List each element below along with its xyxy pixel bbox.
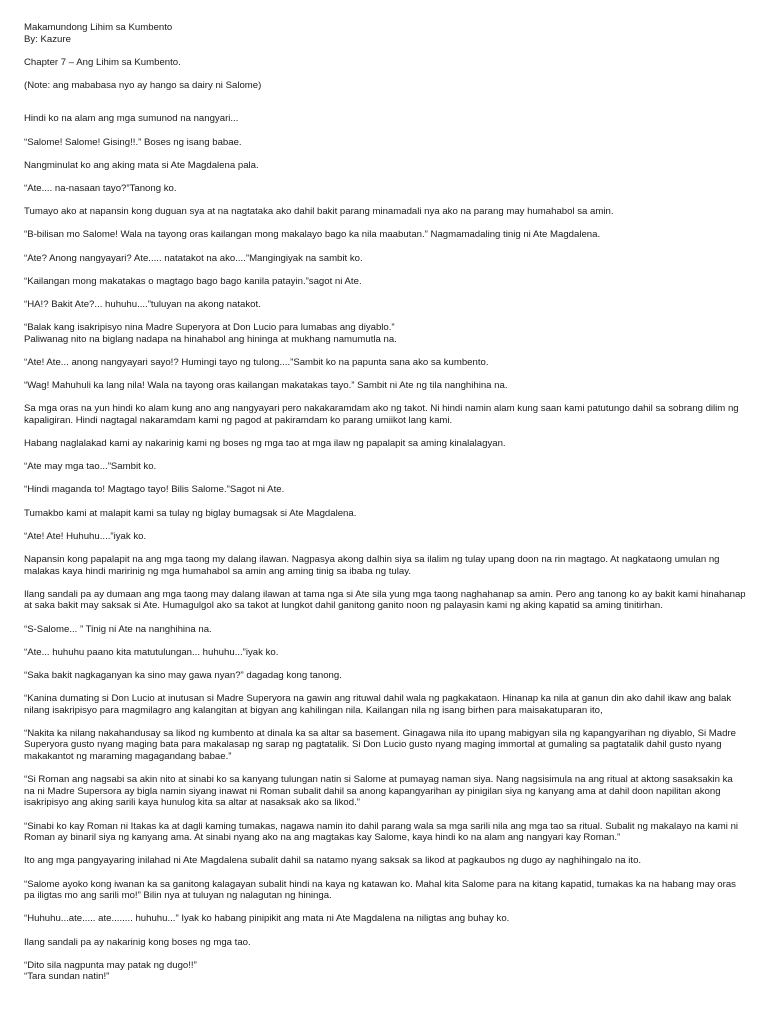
- paragraph: “Ate! Ate! Huhuhu....”iyak ko.: [24, 530, 147, 542]
- paragraph: “Kanina dumating si Don Lucio at inutusan si Madre Superyora na gawin ang rituwal dahil wala ng pagkakataon. Hinanap ka nila at ganun din ako dahil ikaw ang balak nilang isakripisyo para magmilagro ang kalangitan at bigyan ang kahilingan nila. Kailangan nila ng isang birhen para maisakatuparan ito,: [24, 693, 732, 716]
- paragraph: “S-Salome... ” Tinig ni Ate na nanghihina na.: [24, 623, 212, 635]
- author-note: (Note: ang mababasa nyo ay hango sa dairy ni Salome): [24, 79, 262, 91]
- paragraph: “Ate... huhuhu paano kita matutulungan... huhuhu...”iyak ko.: [24, 646, 279, 658]
- paragraph: Ilang sandali pa ay nakarinig kong boses ng mga tao.: [24, 936, 251, 948]
- paragraph: “Wag! Mahuhuli ka lang nila! Wala na tayong oras kailangan makatakas tayo.” Sambit ni Ate ng tila nanghihina na.: [24, 380, 508, 392]
- paragraph: “Kailangan mong makatakas o magtago bago bago kanila patayin.”sagot ni Ate.: [24, 275, 362, 287]
- paragraph: Tumayo ako at napansin kong duguan sya at na nagtataka ako dahil bakit parang minamadali nya ako na parang may humahabol sa amin.: [24, 206, 614, 218]
- paragraph: “Balak kang isakripisyo nina Madre Superyora at Don Lucio para lumabas ang diyablo.” Paliwanag nito na biglang nadapa na hinahabol ang hininga at mukhang namumutla na.: [24, 322, 397, 345]
- paragraph: Napansin kong papalapit na ang mga taong my dalang ilawan. Nagpasya akong dalhin siya sa ilalim ng tulay upang doon na rin magtago. At nagkataong umulan ng malakas kaya hindi maririnig ng mga humahabol sa amin ang aming tinig sa ibaba ng tulay.: [24, 553, 720, 577]
- document-header: [24, 22, 746, 45]
- paragraph: “Ate may mga tao...”Sambit ko.: [24, 461, 157, 473]
- paragraph: Sa mga oras na yun hindi ko alam kung ano ang nangyayari pero nakakaramdam ako ng takot. Ni hindi namin alam kung saan kami patutungo dahil sa sobrang dilim ng kapaligiran. Hindi nagtagal nakaramdam kami ng pagod at pakiramdam ko parang umiikot lang kami.: [24, 403, 739, 426]
- paragraph: “Huhuhu...ate..... ate........ huhuhu...” Iyak ko habang pinipikit ang mata ni Ate Magdalena na niligtas ang buhay ko.: [24, 913, 510, 925]
- paragraph: Ito ang mga pangyayaring inilahad ni Ate Magdalena subalit dahil sa natamo nyang saksak sa likod at pagkaubos ng dugo ay naghihingalo na ito.: [24, 855, 642, 867]
- paragraph: “Ate.... na-nasaan tayo?”Tanong ko.: [24, 182, 177, 194]
- paragraph: Hindi ko na alam ang mga sumunod na nangyari...: [24, 113, 239, 125]
- document-body: [24, 113, 746, 983]
- paragraph: “B-bilisan mo Salome! Wala na tayong oras kailangan mong makalayo bago ka nila maabutan.” Nagmamadaling tinig ni Ate Magdalena.: [24, 229, 601, 241]
- paragraph: “Nakita ka nilang nakahandusay sa likod ng kumbento at dinala ka sa altar sa basement. Ginagawa nila ito upang mabigyan sila ng kapangyarihan ng diyablo, Si Madre Superyora gusto nyang maging bata para makalasap ng sarap ng pagtatalik. Si Don Lucio gusto nyang maging immortal at gumaling sa pagtatalik dahil gusto nyang makakantot ng maraming magagandang babae.”: [24, 727, 736, 763]
- paragraph: Habang naglalakad kami ay nakarinig kami ng boses ng mga tao at mga ilaw ng papalapit sa aming kinalalagyan.: [24, 438, 506, 449]
- paragraph: “HA!? Bakit Ate?... huhuhu....”tuluyan na akong natakot.: [24, 298, 261, 310]
- paragraph: “Ate? Anong nangyayari? Ate..... natatakot na ako....”Mangingiyak na sambit ko.: [24, 252, 363, 264]
- document-author: By: Kazure: [24, 33, 71, 45]
- paragraph: Tumakbo kami at malapit kami sa tulay ng biglay bumagsak si Ate Magdalena.: [24, 507, 357, 519]
- paragraph: “Salome ayoko kong iwanan ka sa ganitong kalagayan subalit hindi na kaya ng katawan ko. Mahal kita Salome para na kitang kapatid, tumakas ka na habang may oras pa iligtas mo ang sarili mo!” Bilin nya at tuluyan ng nalagutan ng hininga.: [24, 878, 736, 902]
- document-title: Makamundong Lihim sa Kumbento: [24, 22, 173, 33]
- paragraph: Nangminulat ko ang aking mata si Ate Magdalena pala.: [24, 159, 259, 171]
- document-page: [24, 22, 746, 995]
- paragraph: “Dito sila nagpunta may patak ng dugo!!” “Tara sundan natin!”: [24, 959, 197, 983]
- paragraph: “Sinabi ko kay Roman ni Itakas ka at dagli kaming tumakas, nagawa namin ito dahil parang wala sa mga sarili nila ang mga tao sa ritual. Subalit ng makalayo na kami ni Roman ay binaril siya ng kanyang ama. At sinabi nyang ako na ang magtakas kay Salome, kaya hindi ko na alam ang nangyari kay Roman.”: [24, 820, 739, 844]
- paragraph: Ilang sandali pa ay dumaan ang mga taong may dalang ilawan at tama nga si Ate sila yung mga taong naghahanap sa amin. Pero ang tanong ko ay bakit kami hinahanap at saka bakit may saksak si Ate. Humagulgol ako sa takot at lungkot dahil ganitong ganito noon ng palayasin kami ng aking kapatid sa aming tinitirhan.: [24, 588, 746, 612]
- paragraph: “Si Roman ang nagsabi sa akin nito at sinabi ko sa kanyang tulungan natin si Salome at pumayag naman siya. Nang nagsisimula na ang ritual at aktong sasaksakin ka na ni Madre Supersora ay bigla namin siyang inawat ni Roman subalit dahil sa anong kapangyarihan ay pinigilan siya ng kanyang ama at dahil doon napilitan akong isakripisyo ang aking sarili kaya hunulog kita sa altar at nasaksak ako sa likod.”: [24, 774, 733, 809]
- chapter-heading: Chapter 7 – Ang Lihim sa Kumbento.: [24, 57, 181, 69]
- paragraph: “Salome! Salome! Gising!!.” Boses ng isang babae.: [24, 136, 242, 148]
- paragraph: “Saka bakit nagkaganyan ka sino may gawa nyan?” dagadag kong tanong.: [24, 669, 342, 681]
- paragraph: “Ate! Ate... anong nangyayari sayo!? Humingi tayo ng tulong....”Sambit ko na papunta sana ako sa kumbento.: [24, 356, 489, 368]
- paragraph: “Hindi maganda to! Magtago tayo! Bilis Salome.”Sagot ni Ate.: [24, 484, 285, 496]
